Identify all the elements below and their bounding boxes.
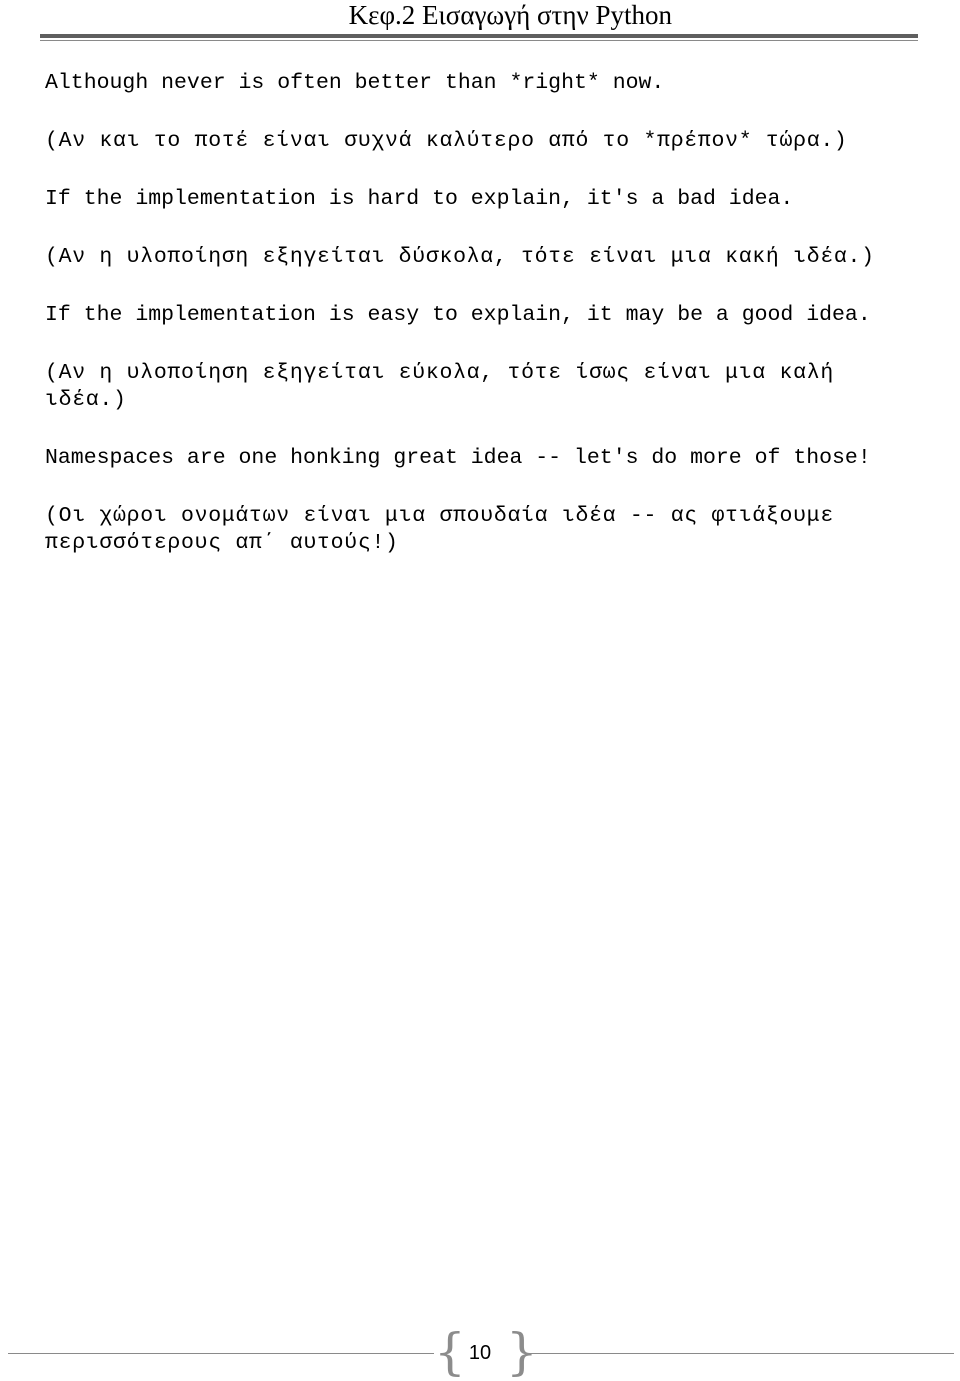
- greek-translation: (Αν η υλοποίηση εξηγείται εύκολα, τότε ίσως είναι μια καλή ιδέα.): [45, 361, 848, 412]
- header-rule: [40, 34, 918, 38]
- greek-translation: (Οι χώροι ονομάτων είναι μια σπουδαία ιδέα -- ας φτιάξουμε περισσότερους απ΄ αυτούς!): [45, 504, 848, 555]
- open-brace-icon: {: [434, 1323, 466, 1381]
- header-rule-thin: [40, 40, 918, 41]
- page-footer: [0, 1325, 960, 1381]
- page-body: [45, 70, 905, 588]
- page-header: [40, 0, 918, 44]
- footer-rule-right: [526, 1353, 954, 1354]
- greek-translation: (Αν η υλοποίηση εξηγείται δύσκολα, τότε είναι μια κακή ιδέα.): [45, 245, 875, 269]
- chapter-title: Κεφ.2 Εισαγωγή στην Python: [348, 0, 672, 30]
- english-line: If the implementation is easy to explain, it may be a good idea.: [45, 303, 871, 327]
- footer-rule-left: [8, 1353, 434, 1354]
- english-line: If the implementation is hard to explain, it's a bad idea.: [45, 187, 794, 211]
- greek-translation: (Αν και το ποτέ είναι συχνά καλύτερο από το *πρέπον* τώρα.): [45, 129, 848, 153]
- english-line: Namespaces are one honking great idea -- let's do more of those!: [45, 446, 871, 470]
- close-brace-icon: }: [506, 1323, 538, 1381]
- page-number: 10: [468, 1342, 492, 1364]
- english-line: Although never is often better than *right* now.: [45, 71, 665, 95]
